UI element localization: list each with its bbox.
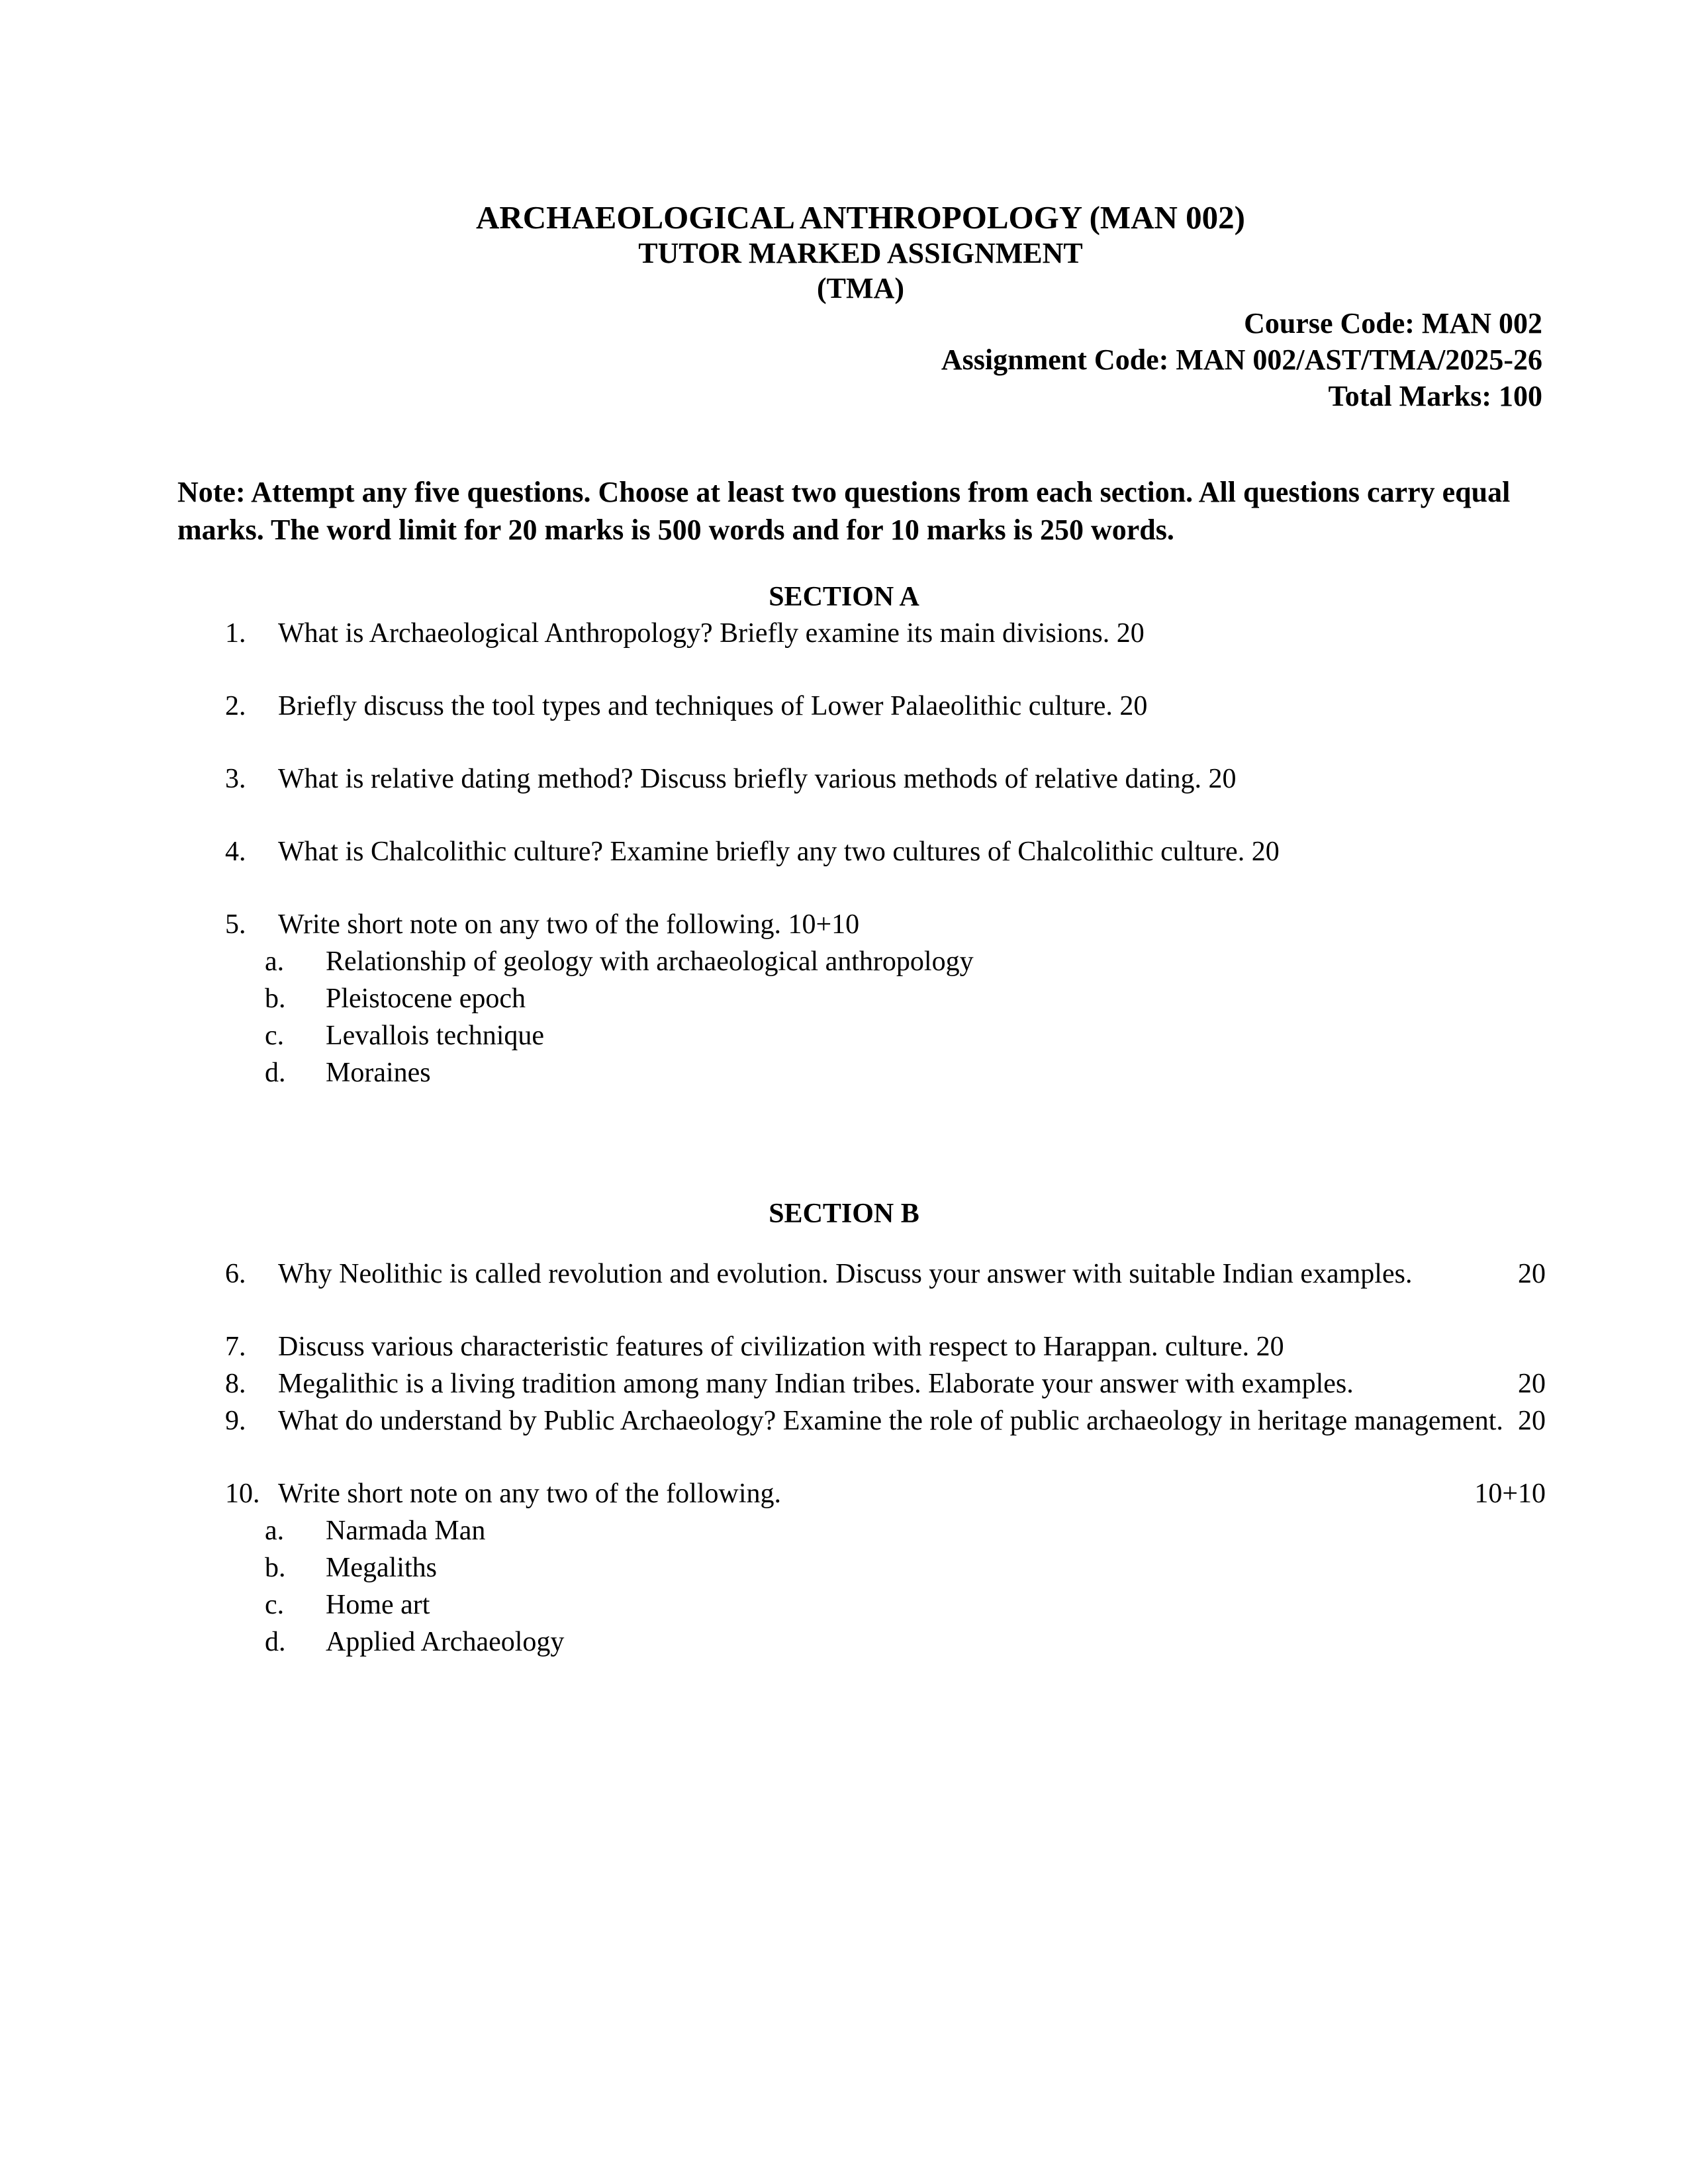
question-number: 3. xyxy=(225,764,246,794)
question-subitem xyxy=(0,981,1688,1018)
question-text: Write short note on any two of the following. 10+10 xyxy=(278,909,860,940)
question-marks: 20 xyxy=(1518,1259,1546,1289)
section-b-heading: SECTION B xyxy=(769,1199,919,1229)
subitem-letter: d. xyxy=(265,1058,286,1088)
question-item xyxy=(0,761,1688,798)
subitem-text: Home art xyxy=(326,1590,430,1620)
spacer xyxy=(0,1440,1688,1476)
question-subitem xyxy=(0,1587,1688,1624)
question-marks: 20 xyxy=(1518,1406,1546,1436)
question-item xyxy=(0,1366,1688,1403)
question-subitem xyxy=(0,1513,1688,1550)
page-title: ARCHAEOLOGICAL ANTHROPOLOGY (MAN 002) xyxy=(476,199,1245,236)
question-text: What is relative dating method? Discuss briefly various methods of relative dating. 20 xyxy=(278,764,1237,794)
subitem-text: Levallois technique xyxy=(326,1021,545,1051)
question-subitem-list xyxy=(0,1513,1688,1661)
question-text: Write short note on any two of the following. xyxy=(278,1479,781,1509)
document-header xyxy=(179,199,1542,414)
instructions-note: Note: Attempt any five questions. Choose at least two questions from each section. All questions carry equal marks. The word limit for 20 marks is 500 words and for 10 marks is 250 words. xyxy=(177,476,1511,547)
spacer xyxy=(0,653,1688,688)
total-marks-label: Total Marks: 100 xyxy=(1328,379,1542,412)
spacer xyxy=(0,798,1688,834)
question-number: 6. xyxy=(225,1259,246,1289)
question-text: What is Archaeological Anthropology? Briefly examine its main divisions. 20 xyxy=(278,618,1145,649)
question-number: 10. xyxy=(225,1479,260,1509)
question-subitem xyxy=(0,1550,1688,1587)
subitem-text: Pleistocene epoch xyxy=(326,983,526,1014)
subitem-letter: b. xyxy=(265,983,286,1014)
question-text: Why Neolithic is called revolution and evolution. Discuss your answer with suitable Indian examples. xyxy=(278,1259,1413,1289)
question-number: 5. xyxy=(225,909,246,940)
subitem-letter: c. xyxy=(265,1021,285,1051)
subitem-letter: a. xyxy=(265,1516,285,1546)
section-a-heading: SECTION A xyxy=(769,582,919,612)
question-text: Discuss various characteristic features of civilization with respect to Harappan. culture. 20 xyxy=(278,1332,1284,1362)
spacer xyxy=(0,1293,1688,1329)
subitem-letter: b. xyxy=(265,1553,286,1583)
question-subitem xyxy=(0,944,1688,981)
spacer xyxy=(0,871,1688,907)
question-item xyxy=(0,1403,1688,1440)
question-text: What is Chalcolithic culture? Examine briefly any two cultures of Chalcolithic culture. 20 xyxy=(278,837,1280,867)
question-number: 9. xyxy=(225,1406,246,1436)
subitem-letter: c. xyxy=(265,1590,285,1620)
question-marks: 10+10 xyxy=(1474,1479,1546,1509)
question-item xyxy=(0,907,1688,944)
question-item xyxy=(0,1329,1688,1366)
question-marks: 20 xyxy=(1518,1369,1546,1399)
assignment-abbrev-label: (TMA) xyxy=(817,271,904,304)
section-a-question-list xyxy=(0,615,1688,1092)
question-item xyxy=(0,688,1688,725)
question-subitem xyxy=(0,1055,1688,1092)
question-text: Briefly discuss the tool types and techniques of Lower Palaeolithic culture. 20 xyxy=(278,691,1148,721)
question-item xyxy=(0,615,1688,653)
subitem-text: Narmada Man xyxy=(326,1516,486,1546)
assignment-type-label: TUTOR MARKED ASSIGNMENT xyxy=(638,237,1083,270)
spacer xyxy=(0,725,1688,761)
question-item xyxy=(0,1256,1688,1293)
subitem-text: Megaliths xyxy=(326,1553,437,1583)
question-item xyxy=(0,1476,1688,1513)
question-number: 1. xyxy=(225,618,246,649)
assignment-code-label: Assignment Code: MAN 002/AST/TMA/2025-26 xyxy=(941,343,1542,377)
question-subitem xyxy=(0,1018,1688,1055)
question-text: What do understand by Public Archaeology? Examine the role of public archaeology in heritage management. xyxy=(278,1406,1503,1436)
question-number: 8. xyxy=(225,1369,246,1399)
question-subitem xyxy=(0,1624,1688,1661)
question-number: 4. xyxy=(225,837,246,867)
section-b-question-list xyxy=(0,1256,1688,1661)
course-code-label: Course Code: MAN 002 xyxy=(1244,307,1542,340)
subitem-text: Applied Archaeology xyxy=(326,1627,565,1657)
subitem-letter: a. xyxy=(265,946,285,977)
question-number: 2. xyxy=(225,691,246,721)
subitem-letter: d. xyxy=(265,1627,286,1657)
question-subitem-list xyxy=(0,944,1688,1092)
subitem-text: Moraines xyxy=(326,1058,431,1088)
subitem-text: Relationship of geology with archaeological anthropology xyxy=(326,946,974,977)
question-text: Megalithic is a living tradition among many Indian tribes. Elaborate your answer with examples. xyxy=(278,1369,1354,1399)
question-item xyxy=(0,834,1688,871)
question-number: 7. xyxy=(225,1332,246,1362)
